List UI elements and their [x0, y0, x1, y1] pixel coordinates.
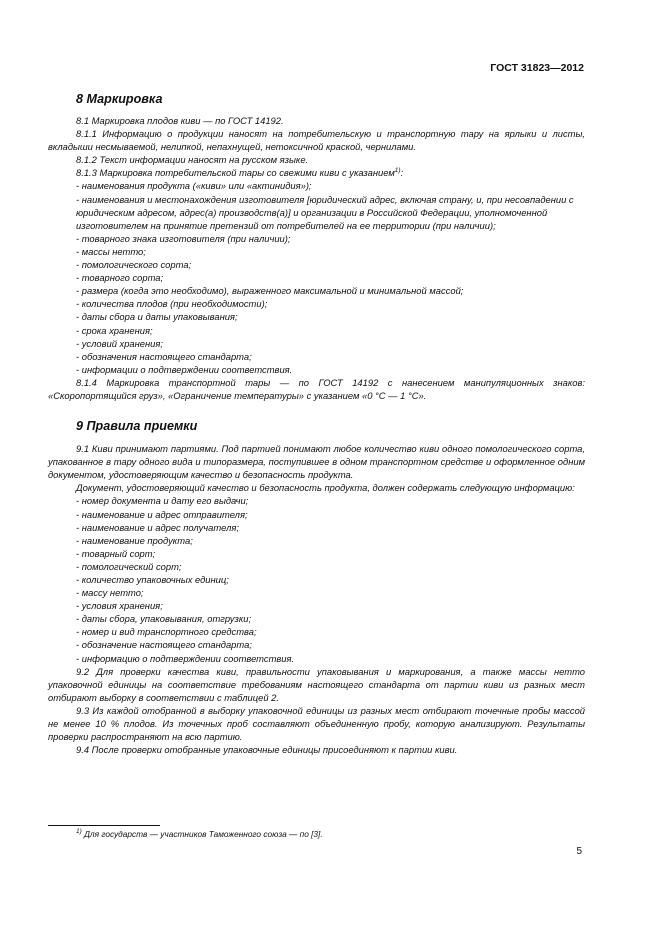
- list-item: - товарного знака изготовителя (при наличии);: [76, 232, 291, 244]
- section-8-heading: 8 Маркировка: [76, 92, 163, 106]
- page-number: 5: [576, 846, 582, 857]
- footnote-divider: [48, 825, 160, 826]
- list-item: - количество упаковочных единиц;: [76, 574, 229, 585]
- list-item: - информации о подтверждении соответствия.: [76, 363, 293, 375]
- list-item: - даты сбора, упаковывания, отгрузки;: [76, 613, 252, 625]
- document-standard-header: ГОСТ 31823—2012: [490, 62, 584, 74]
- list-item: - массу нетто;: [76, 587, 144, 599]
- list-item: - обозначения настоящего стандарта;: [76, 350, 252, 362]
- footnote-text: Для государств — участников Таможенного союза — по [3].: [84, 829, 323, 839]
- list-item: - условий хранения;: [76, 337, 164, 349]
- list-item: - помологический сорт;: [76, 560, 182, 572]
- section-9-heading: 9 Правила приемки: [76, 419, 198, 434]
- list-item: - товарного сорта;: [76, 272, 164, 284]
- list-item: - номер документа и дату его выдачи;: [76, 495, 249, 507]
- marking-info-list: [48, 179, 585, 375]
- list-item: - количества плодов (при необходимости);: [76, 298, 268, 310]
- list-item: - наименование и адрес получателя;: [76, 521, 239, 533]
- paragraph-9-1: 9.1 Киви принимают партиями. Под партией понимают любое количество киви одного помологического сорта, упакованное в тару одного вида и типоразмера, поступившее в одном транспортном средстве и оформленное одним документом, удостоверяющим качество и безопасность продукта.: [48, 443, 585, 481]
- footnote-marker: 1): [76, 828, 82, 836]
- list-item: - товарный сорт;: [76, 547, 156, 559]
- list-item: - номер и вид транспортного средства;: [76, 626, 257, 638]
- paragraph-8-1-4: 8.1.4 Маркировка транспортной тары — по ГОСТ 14192 с нанесением манипуляционных знаков: «Скоропортящийся груз», «Ограничение температуры» с указанием «0 °С — 1 °С».: [48, 376, 585, 401]
- list-item: - даты сбора и даты упаковывания;: [76, 311, 238, 323]
- paragraph-8-1-3-colon: :: [400, 167, 404, 179]
- list-item: - наименования и местонахождения изготовителя [юридический адрес, включая страну, и, при несовпадении с юридическим адресом, адрес(а) производств(а)] и организации в Российской Федерации, уполномоченной изготовителем на принятие претензий от потребителей на ее территории (при наличии);: [76, 193, 574, 231]
- document-info-list: [48, 494, 585, 664]
- page-content: [48, 92, 585, 756]
- list-item: - информацию о подтверждении соответствия.: [76, 652, 295, 664]
- footnote-ref-marker: 1): [394, 167, 401, 175]
- paragraph-9-4: 9.4 После проверки отобранные упаковочные единицы присоединяют к партии киви.: [76, 744, 458, 756]
- list-item: - наименование продукта;: [76, 534, 193, 546]
- paragraph-8-1-3: [48, 166, 585, 179]
- paragraph-8-1-3-text: 8.1.3 Маркировка потребительской тары со свежими киви с указанием: [76, 167, 395, 179]
- paragraph-9-3: 9.3 Из каждой отобранной в выборку упаковочной единицы из разных мест отбирают точечные пробы массой не менее 10 % плодов. Из точечных проб составляют объединенную пробу, которую анализируют. Результаты проверки распространяют на всю партию.: [48, 704, 585, 743]
- list-item: - условия хранения;: [76, 600, 163, 612]
- paragraph-9-2: 9.2 Для проверки качества киви, правильности упаковывания и маркирования, а также массы нетто упаковочной единицы на соответствие требованиям настоящего стандарта от партии киви из разных мест отбирают выборку в соответствии с таблицей 2.: [48, 665, 585, 703]
- paragraph-8-1-2: 8.1.2 Текст информации наносят на русском языке.: [76, 154, 309, 166]
- paragraph-8-1: 8.1 Маркировка плодов киви — по ГОСТ 14192.: [76, 115, 284, 126]
- footnote: [76, 829, 323, 839]
- list-item: - наименование и адрес отправителя;: [76, 508, 248, 520]
- list-item: - массы нетто;: [76, 245, 146, 257]
- list-item: - срока хранения;: [76, 324, 153, 336]
- list-item: - размера (когда это необходимо), выраженного максимальной и минимальной массой;: [76, 285, 464, 297]
- list-item: - помологического сорта;: [76, 259, 192, 271]
- paragraph-8-1-1: 8.1.1 Информацию о продукции наносят на потребительскую и транспортную тару на ярлыки и листы, вкладыши несмываемой, нелипкой, непахнущей, нетоксичной краской, чернилами.: [48, 128, 585, 153]
- list-item: - наименования продукта («киви» или «актинидия»);: [76, 180, 312, 192]
- paragraph-document-requirements: Документ, удостоверяющий качество и безопасность продукта, должен содержать следующую информацию:: [76, 482, 575, 494]
- list-item: - обозначение настоящего стандарта;: [76, 639, 252, 651]
